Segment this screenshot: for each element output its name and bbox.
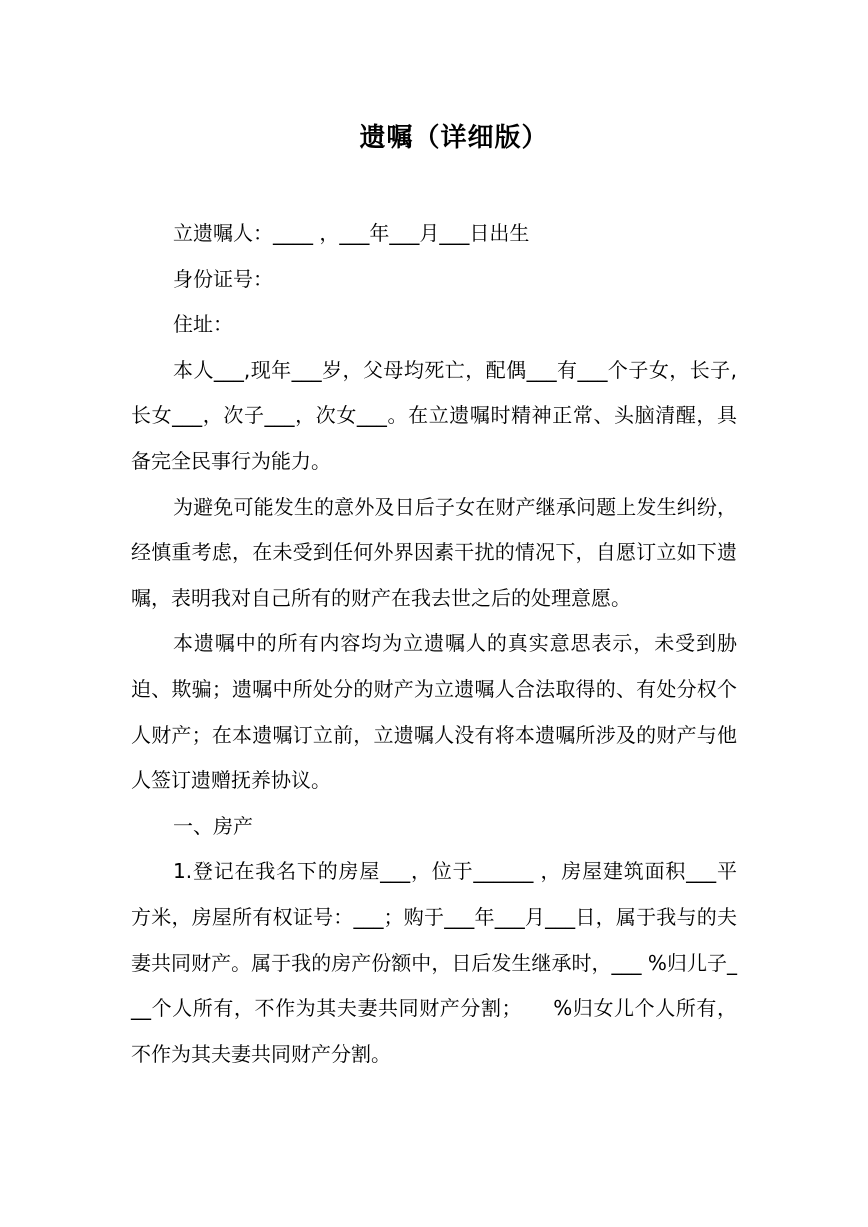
declaration-paragraph: 本遗嘱中的所有内容均为立遗嘱人的真实意思表示，未受到胁迫、欺骗；遗嘱中所处分的财产为立遗嘱人合法取得的、有处分权个人财产；在本遗嘱订立前，立遗嘱人没有将本遗嘱所涉及的财产与他人签订遗赠抚养协议。 bbox=[131, 631, 737, 793]
document-body bbox=[131, 211, 737, 1077]
property-clause-1: 1.登记在我名下的房屋___，位于______ ，房屋建筑面积___平方米，房屋所有权证号：___；购于___年___月___日，属于我与的夫妻共同财产。属于我的房产份额中，日后发生继承时，___ %归儿子___个人所有，不作为其夫妻共同财产分割； %归女儿个人所有，不作为其夫妻共同财产分割。 bbox=[131, 859, 737, 1066]
purpose-paragraph: 为避免可能发生的意外及日后子女在财产继承问题上发生纠纷，经慎重考虑，在未受到任何外界因素干扰的情况下，自愿订立如下遗嘱，表明我对自己所有的财产在我去世之后的处理意愿。 bbox=[131, 494, 737, 610]
family-paragraph: 本人___,现年___岁，父母均死亡，配偶___有___个子女，长子,长女___，次子___，次女___。在立遗嘱时精神正常、头脑清醒，具备完全民事行为能力。 bbox=[131, 357, 737, 473]
address-line: 住址： bbox=[173, 312, 233, 337]
section-heading-property: 一、房产 bbox=[173, 813, 253, 838]
id-number-line: 身份证号： bbox=[173, 266, 273, 291]
testator-line: 立遗嘱人：____ ，___年___月___日出生 bbox=[173, 221, 530, 245]
document-title: 遗嘱（详细版） bbox=[359, 123, 549, 153]
